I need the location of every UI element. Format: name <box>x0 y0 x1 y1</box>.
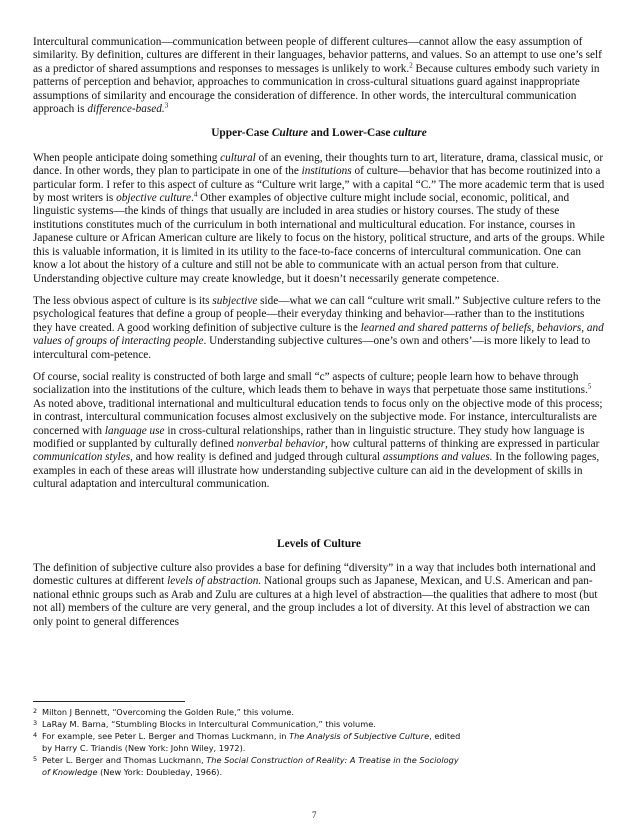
footnote-4: 4 For example, see Peter L. Berger and Thomas Luckmann, in The Analysis of Subjective Culture, edited by Harry C. Triandis (New York: John Wiley, 1972). <box>33 731 461 753</box>
footnote-2: 2 Milton J Bennett, “Overcoming the Golden Rule,” this volume. <box>33 707 294 717</box>
footnote-5: 5 Peter L. Berger and Thomas Luckmann, The Social Construction of Reality: A Treatise in the Sociology of Knowledge (New York: Doubleday, 1966). <box>33 755 459 777</box>
document-page <box>33 36 605 638</box>
section-heading-levels-of-culture: Levels of Culture <box>277 537 361 550</box>
paragraph-social-reality: Of course, social reality is constructed of both large and small “c” aspects of culture; people learn how to behave through socialization into the institutions of the culture, which leads them to behave in ways that perpetuate those same institutions.$^5$ As noted above, traditional international and multicultural education tends to focus only on the objective mode of this process; in contrast, intercultural communication focuses almost exclusively on the subjective mode. For instance, interculturalists are concerned with language use in cross-cultural relationships, rather than in linguistic structure. They study how language is modified or supplanted by culturally defined nonverbal behavior, how cultural patterns of thinking are expressed in particular communication styles, and how reality is defined and judged through cultural assumptions and values. In the following pages, examples in each of these areas will illustrate how understanding subjective culture can aid in the development of skills in cultural adaptation and intercultural communication. <box>33 370 603 491</box>
paragraph-intercultural-communication <box>33 36 605 116</box>
paragraph-levels-of-abstraction: The definition of subjective culture also provides a base for defining “diversity” in a way that includes both international and domestic cultures at different levels of abstraction. National groups such as Japanese, Mexican, and U.S. American and pan-national ethnic groups such as Arab and Zulu are cultures at a high level of abstraction—the qualities that adhere to most (but not all) members of the culture are very general, and the group includes a lot of diversity. At this level of abstraction we can only point to general differences <box>33 562 598 628</box>
page-number: 7 <box>312 810 317 820</box>
text: Intercultural communication—communication between people of different cultures—cannot allow the easy assumption of similarity. By definition, cultures are different in their languages, behavior patterns, and values. So an attempt to use one’s self as a predictor of shared assumptions and responses to messages is unlikely to work. <box>33 36 602 75</box>
emphasis: difference-based. <box>87 103 165 116</box>
paragraph-objective-culture: When people anticipate doing something cultural of an evening, their thoughts turn to art, literature, drama, classical music, or dance. In other words, they plan to participate in one of the institutions of culture—behavior that has become routinized into a particular form. I refer to this aspect of culture as “Culture writ large,” with a capital “C.” The more academic term that is used by most writers is objective culture.$^4$ Other examples of objective culture might include social, economic, political, and linguistic systems—the kinds of things that usually are included in area studies or history courses. The study of these institutions constitutes much of the curriculum in both international and multicultural education. For instance, courses in Japanese culture or African American culture are likely to focus on the history, political structure, and arts of the groups. While this is valuable information, it is limited in its utility to the face-to-face concerns of intercultural communication. One can know a lot about the history of a culture and still not be able to communicate with an actual person from that culture. Understanding objective culture may create knowledge, but it doesn’t necessarily generate competence. <box>33 151 605 285</box>
footnote-ref[interactable]: 5 <box>587 382 592 391</box>
footnote-divider <box>33 701 185 702</box>
footnotes <box>33 706 605 778</box>
footnote-ref[interactable]: 2 <box>409 61 413 70</box>
footnote-ref[interactable]: 4 <box>193 190 198 199</box>
paragraph-subjective-culture: The less obvious aspect of culture is its subjective side—what we can call “culture writ small.” Subjective culture refers to the psychological features that define a group of people—their everyday thinking and behavior—rather than to the institutions they have created. A good working definition of subjective culture is the learned and shared patterns of beliefs, behaviors, and values of groups of interacting people. Understanding subjective cultures—one’s own and others’—is more likely to lead to intercultural com-petence. <box>33 294 604 361</box>
footnote-ref[interactable]: 3 <box>164 101 169 110</box>
text: Because cultures embody such variety in patterns of perception and behavior, approaches to communication in cross-cultural situations guard against inappropriate assumptions of similarity and encourage the consideration of difference. In other words, the intercultural communication approach is <box>33 62 600 116</box>
footnote-3: 3 LaRay M. Barna, “Stumbling Blocks in Intercultural Communication,” this volume. <box>33 719 376 729</box>
section-heading-upper-lower-case-culture: Upper-Case Culture and Lower-Case culture <box>211 127 427 140</box>
